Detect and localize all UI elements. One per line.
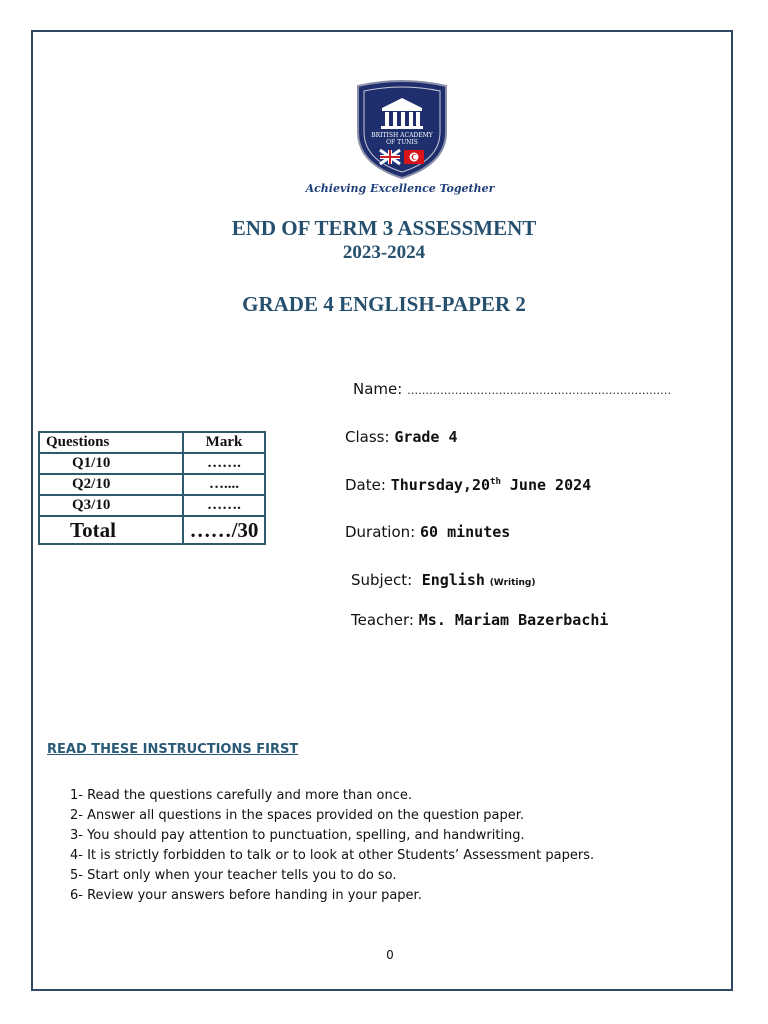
academic-year: 2023-2024	[342, 242, 426, 263]
duration-field	[345, 523, 510, 541]
questions-header: Questions	[39, 432, 183, 453]
question-cell: Q1/10	[39, 453, 183, 474]
class-value: Grade 4	[394, 428, 458, 446]
teacher-field	[351, 611, 608, 629]
mark-cell: …….	[183, 495, 265, 516]
list-item: 4- It is strictly forbidden to talk or to look at other Students’ Assessment papers.	[70, 848, 595, 863]
class-field	[345, 428, 458, 446]
date-value-day: Thursday,20	[390, 476, 491, 494]
mark-cell: …….	[183, 453, 265, 474]
date-label: Date:	[345, 476, 386, 494]
name-blank-line[interactable]: ………………………………………………………………	[407, 384, 672, 397]
name-field[interactable]	[353, 380, 671, 398]
date-ordinal-suffix: th	[490, 477, 501, 487]
subject-field	[351, 571, 535, 589]
list-item: 3- You should pay attention to punctuation, spelling, and handwriting.	[70, 828, 525, 843]
duration-value: 60 minutes	[419, 523, 511, 541]
paper-title: GRADE 4 ENGLISH-PAPER 2	[242, 292, 526, 316]
instructions-title: READ THESE INSTRUCTIONS FIRST	[47, 742, 299, 757]
list-item: 2- Answer all questions in the spaces provided on the question paper.	[70, 808, 525, 823]
mark-cell: …....	[183, 474, 265, 495]
teacher-value: Ms. Mariam Bazerbachi	[418, 611, 609, 629]
total-row	[39, 516, 265, 544]
list-item: 6- Review your answers before handing in your paper.	[70, 888, 422, 903]
crest-name-line1: BRITISH ACADEMY	[371, 132, 433, 139]
school-motto: Achieving Excellence Together	[305, 182, 495, 195]
assessment-title: END OF TERM 3 ASSESSMENT	[231, 216, 537, 240]
list-item: 1- Read the questions carefully and more than once.	[70, 788, 413, 803]
subject-note: (Writing)	[489, 578, 536, 588]
subject-label: Subject:	[351, 571, 413, 589]
name-label: Name:	[353, 380, 403, 398]
page-number: 0	[386, 948, 394, 962]
class-label: Class:	[345, 428, 390, 446]
question-cell: Q3/10	[39, 495, 183, 516]
list-item: 5- Start only when your teacher tells you to do so.	[70, 868, 397, 883]
teacher-label: Teacher:	[351, 611, 414, 629]
date-value-month-year: June 2024	[500, 476, 592, 494]
table-row	[39, 453, 265, 474]
table-row	[39, 495, 265, 516]
school-crest-logo	[352, 80, 452, 180]
total-label: Total	[39, 516, 183, 544]
marks-table	[38, 431, 266, 545]
duration-label: Duration:	[345, 523, 416, 541]
subject-value: English	[421, 571, 485, 589]
date-field	[345, 476, 591, 494]
table-row	[39, 474, 265, 495]
question-cell: Q2/10	[39, 474, 183, 495]
crest-name-line2: OF TUNIS	[386, 139, 418, 146]
total-value: ……/30	[183, 516, 265, 544]
mark-header: Mark	[183, 432, 265, 453]
date-value	[391, 476, 592, 494]
instructions-list	[70, 787, 594, 907]
